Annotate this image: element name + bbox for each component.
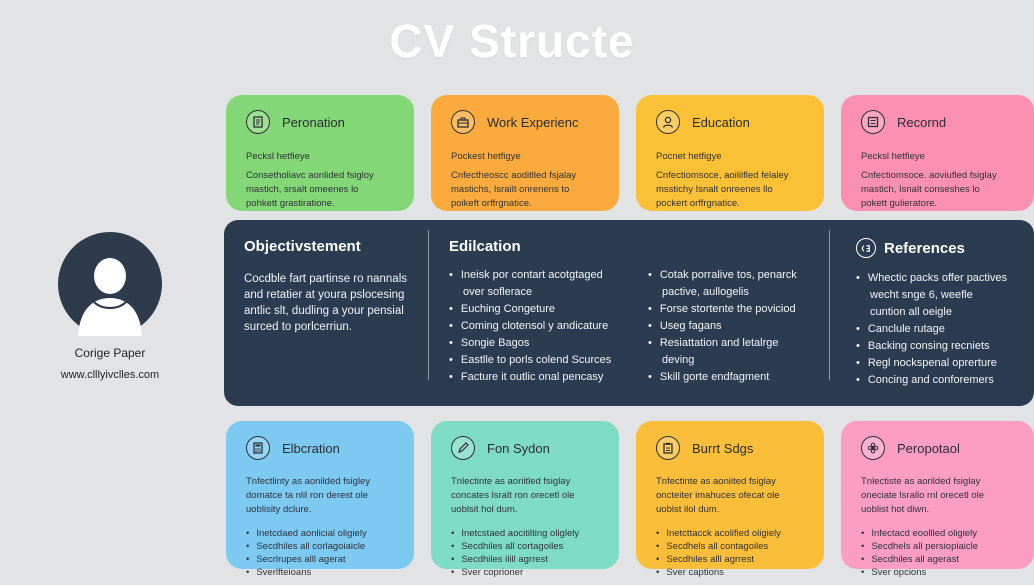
objective-text bbox=[244, 271, 407, 335]
calculator-icon bbox=[246, 436, 270, 460]
list-item: • Inetcttacck acolified oligiely bbox=[656, 527, 806, 540]
card-title: Education bbox=[692, 114, 750, 130]
list-item: • Sver captions bbox=[656, 566, 806, 579]
card-body-line: pohkett grastiratione. bbox=[246, 198, 335, 209]
list-item: • Infectacd eoollled oligiely bbox=[861, 527, 1016, 540]
list-item: • Secdhiles all cortagoiles bbox=[451, 540, 601, 553]
card-body-line: pokett gulieratore. bbox=[861, 198, 938, 209]
card-body-line: Tnfectinte as aoniited fsiglay bbox=[656, 476, 776, 487]
list-icon bbox=[861, 110, 885, 134]
references-heading bbox=[856, 238, 1007, 258]
list-item: • Whectic packs offer pactives bbox=[856, 270, 1007, 287]
card-body-line: poikeft orffrgnatice. bbox=[451, 198, 532, 209]
objective-section bbox=[244, 238, 407, 335]
list-item: deving bbox=[662, 354, 695, 366]
list-item: • Songie Bagos bbox=[449, 335, 611, 352]
list-item: • Eastlle to porls colend Scurces bbox=[449, 352, 611, 369]
education-section bbox=[449, 238, 611, 386]
card-title: Peropotaol bbox=[897, 440, 960, 456]
card-title: Elbcration bbox=[282, 440, 340, 456]
list-item: over soflerace bbox=[463, 286, 533, 298]
objective-line: Cocdble fart partinse ro nannals bbox=[244, 273, 408, 285]
list-item: • Secdhels all persiopiaicle bbox=[861, 540, 1016, 553]
flower-icon bbox=[861, 436, 885, 460]
avatar bbox=[58, 232, 162, 336]
list-item: • Inetcstaed aocitilting oliglely bbox=[451, 527, 601, 540]
list-item: • Euching Congeture bbox=[449, 301, 611, 318]
list-item: • Secdhiles ilill agrrest bbox=[451, 553, 601, 566]
document-icon bbox=[246, 110, 270, 134]
card-body bbox=[656, 169, 806, 211]
card-body-line: Consetholiavc aonlided fsigloy bbox=[246, 170, 374, 181]
education-heading: Edilcation bbox=[449, 238, 521, 255]
list-item: • Sverlfteioans bbox=[246, 566, 396, 579]
list-item: • Skill gorte endfagment bbox=[648, 369, 797, 386]
summary-band bbox=[224, 220, 1034, 406]
card-body bbox=[656, 475, 806, 517]
card-body-line: domatce ta nlil ron derest ole bbox=[246, 490, 368, 501]
references-section bbox=[856, 238, 1007, 389]
card-elbcration bbox=[226, 421, 414, 578]
card-list bbox=[451, 527, 601, 579]
card-body bbox=[246, 475, 396, 517]
card-list bbox=[861, 527, 1016, 579]
list-item: • Sver opcions bbox=[861, 566, 1016, 579]
list-item: • Resiattation and letalrge bbox=[648, 335, 797, 352]
list-item: • Coming clotensol y andicature bbox=[449, 318, 611, 335]
list-item: • Inetcdaed aonlicial oligiely bbox=[246, 527, 396, 540]
card-fon-sydon bbox=[431, 421, 619, 578]
card-body bbox=[861, 169, 1016, 211]
list-item: • Secdhiles all corlagoiaicle bbox=[246, 540, 396, 553]
card-burrt-sdgs bbox=[636, 421, 824, 578]
list-item: • Regl nockspenal oprerture bbox=[856, 355, 1007, 372]
card-body-line: concates lsralt ron orecetl ole bbox=[451, 490, 575, 501]
card-title: Peronation bbox=[282, 114, 345, 130]
card-body-line: uoblist hot diwn. bbox=[861, 504, 930, 515]
list-item: pactive, aullogelis bbox=[662, 286, 749, 298]
references-title: References bbox=[884, 239, 965, 257]
education-list bbox=[648, 267, 797, 386]
list-item: • Sver coprioner bbox=[451, 566, 601, 579]
card-subtitle: Pecksl hetfieye bbox=[246, 151, 310, 162]
card-body-line: uoblsit hol dum. bbox=[451, 504, 518, 515]
card-body-line: Tnfectlinty as aonilded fsigley bbox=[246, 476, 371, 487]
list-item: wecht snge 6, weefle bbox=[870, 289, 973, 301]
card-body-line: uoblst ilol dum. bbox=[656, 504, 720, 515]
card-body-line: mastichs, Israilt onrenens to bbox=[451, 184, 570, 195]
list-item: • Secdhiles all agerast bbox=[861, 553, 1016, 566]
card-body-line: Cnfectiomsoce, aoiliifled felaley bbox=[656, 170, 789, 181]
profile-website: www.clllyivclles.com bbox=[60, 369, 160, 381]
card-subtitle: Pocnet hetfigye bbox=[656, 151, 722, 162]
objective-line: surced to porlcerriun. bbox=[244, 321, 353, 333]
list-item: • Forse stortente the poviciod bbox=[648, 301, 797, 318]
card-body-line: pockert orffrgnatice. bbox=[656, 198, 740, 209]
card-work-experience bbox=[431, 95, 619, 211]
card-body-line: mastich, Isnalt conseshes lo bbox=[861, 184, 980, 195]
page-title: CV Structe bbox=[389, 15, 635, 67]
list-item: • Ineisk por contart acotgtaged bbox=[449, 267, 611, 284]
card-title: Burrt Sdgs bbox=[692, 440, 754, 456]
card-body bbox=[246, 169, 396, 211]
person-silhouette-icon bbox=[58, 232, 162, 336]
card-list bbox=[656, 527, 806, 579]
card-title: Fon Sydon bbox=[487, 440, 550, 456]
list-item: • Secrlrupes alll agerat bbox=[246, 553, 396, 566]
card-body-line: Tnlectiste as aorilded fsiglay bbox=[861, 476, 981, 487]
list-item: • Canclule rutage bbox=[856, 321, 1007, 338]
card-subtitle: Pockest hetfigye bbox=[451, 151, 521, 162]
band-divider bbox=[428, 230, 429, 380]
objective-line: and retatier at youra pslocesing bbox=[244, 289, 405, 301]
card-peronation bbox=[226, 95, 414, 211]
list-item: • Secdhiles alll agrrest bbox=[656, 553, 806, 566]
card-body-line: Tnlectinte as aoriitled fsiglay bbox=[451, 476, 571, 487]
list-item: • Facture it outlic onal pencasy bbox=[449, 369, 611, 386]
card-education bbox=[636, 95, 824, 211]
card-subtitle: Pecksl hetfieye bbox=[861, 151, 925, 162]
card-recornd bbox=[841, 95, 1034, 211]
card-body bbox=[451, 475, 601, 517]
card-body-line: msstichy Isnalt onreenes llo bbox=[656, 184, 773, 195]
references-icon bbox=[856, 238, 876, 258]
card-body-line: Cnfectiomsoce. aoviufled fsiglay bbox=[861, 170, 997, 181]
education-section-col2 bbox=[648, 267, 797, 386]
objective-heading: Objectivstement bbox=[244, 238, 361, 255]
references-list bbox=[856, 270, 1007, 389]
card-body-line: mastich, srsalt omeenes lo bbox=[246, 184, 359, 195]
list-item: • Useg fagans bbox=[648, 318, 797, 335]
card-title: Work Experienc bbox=[487, 114, 579, 130]
pen-icon bbox=[451, 436, 475, 460]
education-list bbox=[449, 267, 611, 386]
card-body bbox=[451, 169, 601, 211]
list-item: • Secdhels all contagoiles bbox=[656, 540, 806, 553]
list-item: cuntion all oeigle bbox=[870, 306, 952, 318]
list-item: • Cotak porralive tos, penarck bbox=[648, 267, 797, 284]
card-body bbox=[861, 475, 1016, 517]
profile-name: Corige Paper bbox=[74, 346, 146, 360]
card-body-line: oncteiter imahuces ofecat ole bbox=[656, 490, 780, 501]
clipboard-icon bbox=[656, 436, 680, 460]
briefcase-icon bbox=[451, 110, 475, 134]
band-divider bbox=[829, 230, 830, 380]
card-peropotaol bbox=[841, 421, 1034, 578]
card-list bbox=[246, 527, 396, 579]
card-title: Recornd bbox=[897, 114, 947, 130]
card-body-line: uoblisity dclure. bbox=[246, 504, 312, 515]
list-item: • Backing consing recniets bbox=[856, 338, 1007, 355]
person-badge-icon bbox=[656, 110, 680, 134]
card-body-line: Cnfectheoscc aoditlled fsjalay bbox=[451, 170, 577, 181]
list-item: • Concing and conforemers bbox=[856, 372, 1007, 389]
card-body-line: oneciate lsrallo rnl orecetl ole bbox=[861, 490, 985, 501]
objective-line: antlic slt, dudling a your pensial bbox=[244, 305, 404, 317]
